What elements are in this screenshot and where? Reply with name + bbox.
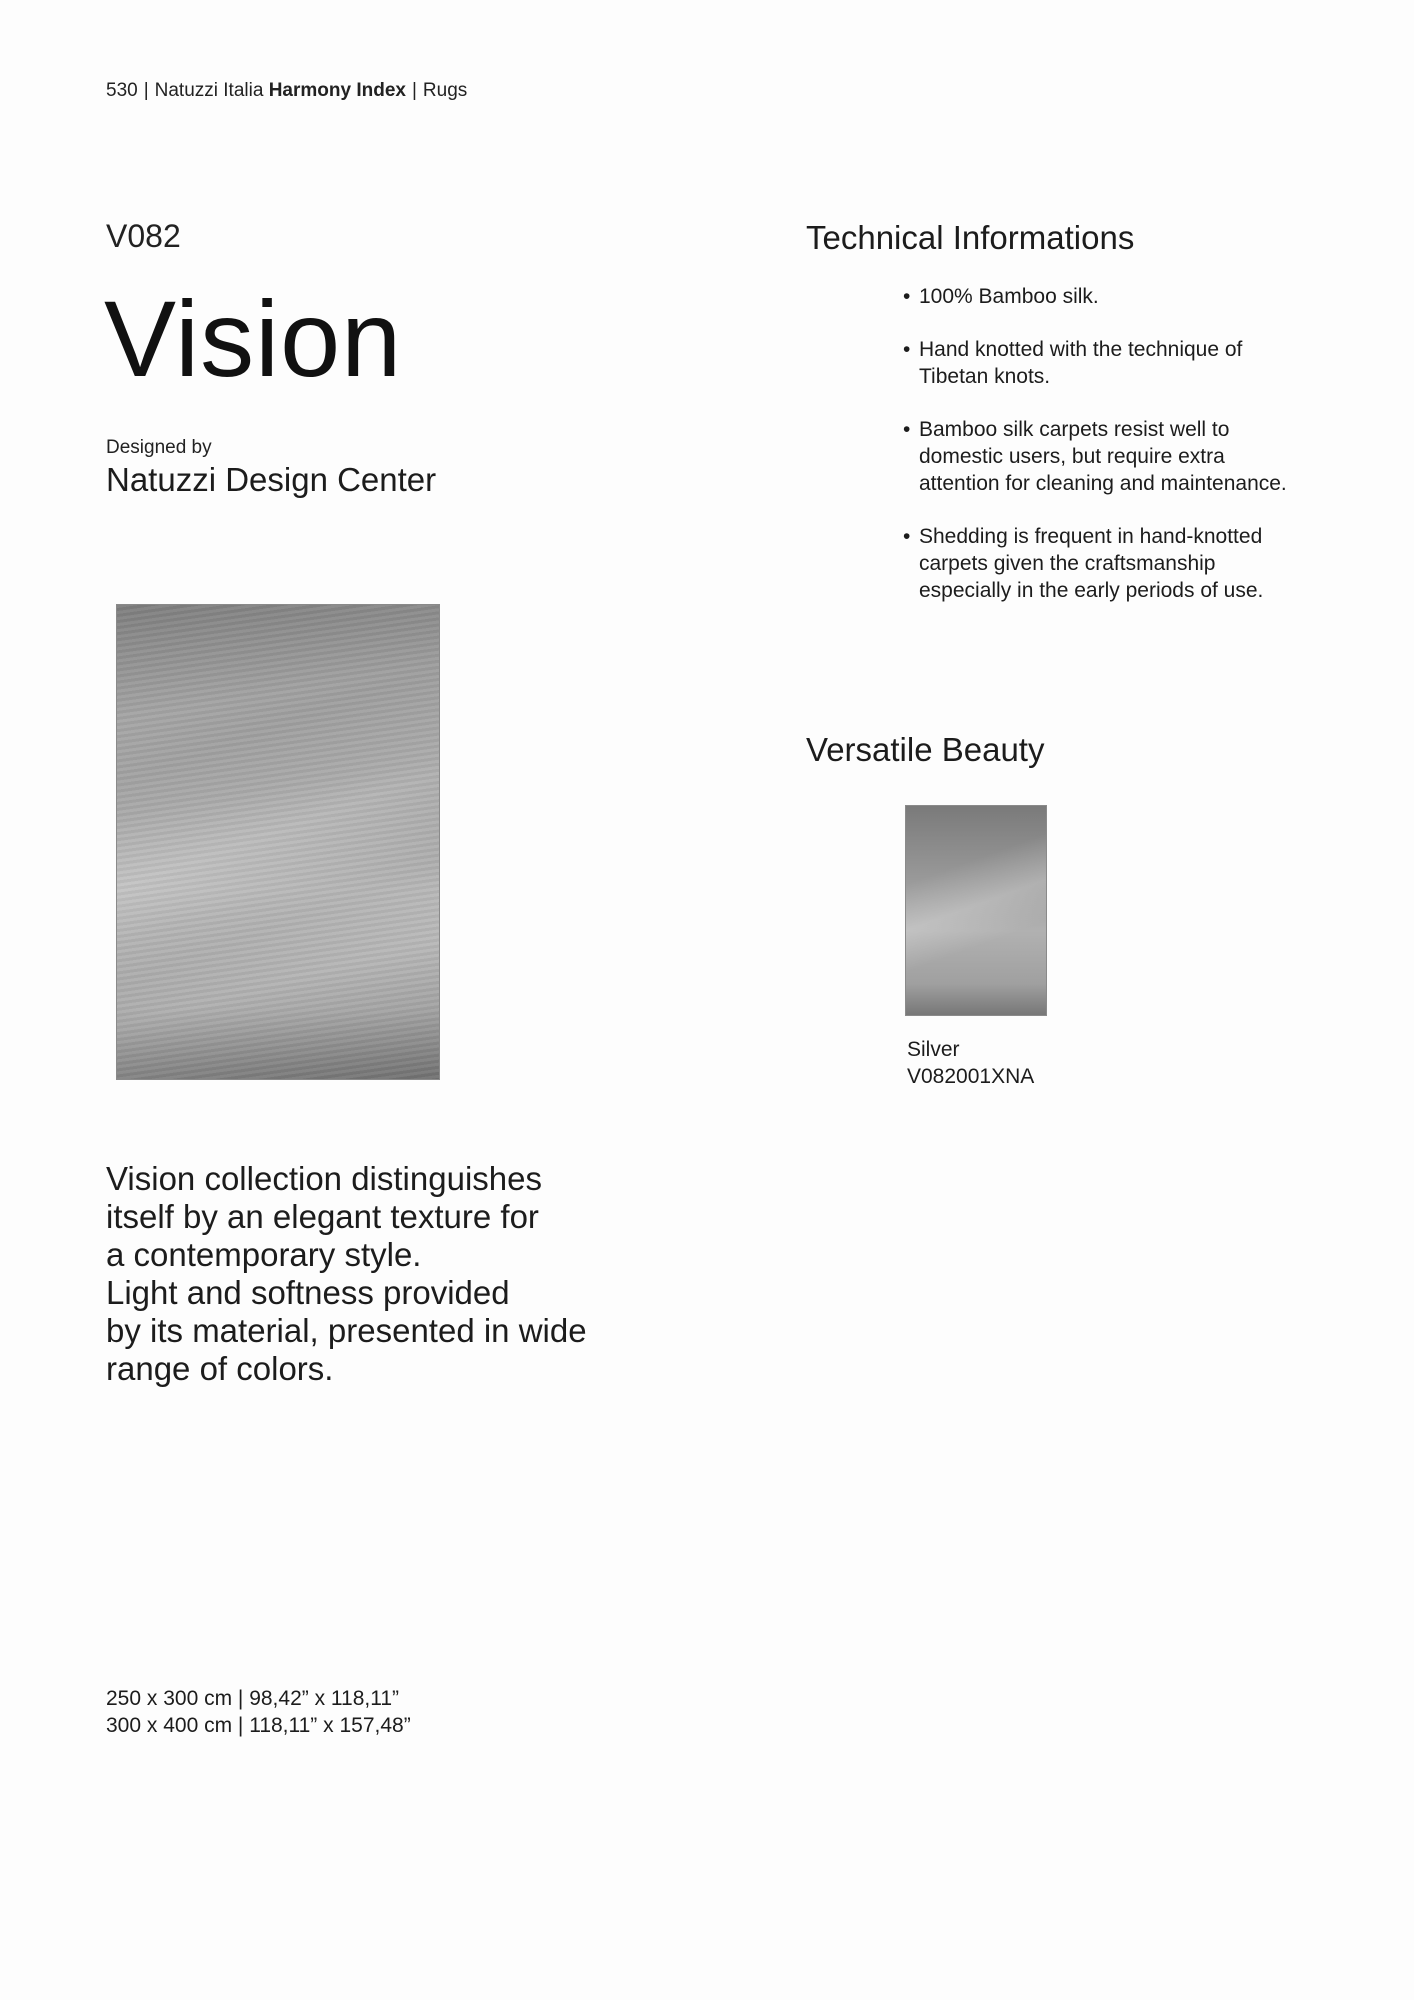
size-item: 300 x 400 cm | 118,11” x 157,48”	[106, 1714, 411, 1737]
technical-item: • 100% Bamboo silk.	[903, 283, 1293, 310]
description-line: by its material, presented in wide	[106, 1312, 587, 1349]
product-title: Vision	[104, 278, 403, 399]
rug-image-main	[116, 604, 440, 1080]
technical-item: • Hand knotted with the technique of Tibetan knots.	[903, 336, 1293, 390]
technical-title: Technical Informations	[806, 219, 1135, 256]
size-item: 250 x 300 cm | 98,42” x 118,11”	[106, 1687, 400, 1710]
versatile-beauty-title: Versatile Beauty	[806, 731, 1045, 768]
variant-code: V082001XNA	[907, 1065, 1035, 1088]
size-list	[106, 1685, 411, 1739]
designer-name: Natuzzi Design Center	[106, 461, 437, 498]
technical-item: • Bamboo silk carpets resist well to domestic users, but require extra attention for cleaning and maintenance.	[903, 416, 1293, 497]
variant-color-name: Silver	[907, 1038, 960, 1061]
description-line: Light and softness provided	[106, 1274, 510, 1311]
description-line: a contemporary style.	[106, 1236, 422, 1273]
technical-item: • Shedding is frequent in hand-knotted carpets given the craftsmanship especially in the early periods of use.	[903, 523, 1293, 604]
brand-name: Natuzzi Italia	[154, 80, 264, 101]
index-name: Harmony Index	[268, 80, 406, 101]
designed-by-label: Designed by	[106, 437, 212, 458]
page-number: 530	[106, 80, 138, 101]
section-name: Rugs	[422, 80, 468, 101]
product-code: V082	[106, 218, 181, 254]
product-description	[106, 1160, 587, 1388]
description-line: range of colors.	[106, 1350, 334, 1387]
page-header: 530 | Natuzzi Italia Harmony Index | Rugs	[106, 80, 468, 101]
rug-variant-thumbnail	[905, 805, 1047, 1016]
description-line: itself by an elegant texture for	[106, 1198, 539, 1235]
technical-list	[903, 283, 1293, 630]
description-line: Vision collection distinguishes	[106, 1160, 542, 1197]
